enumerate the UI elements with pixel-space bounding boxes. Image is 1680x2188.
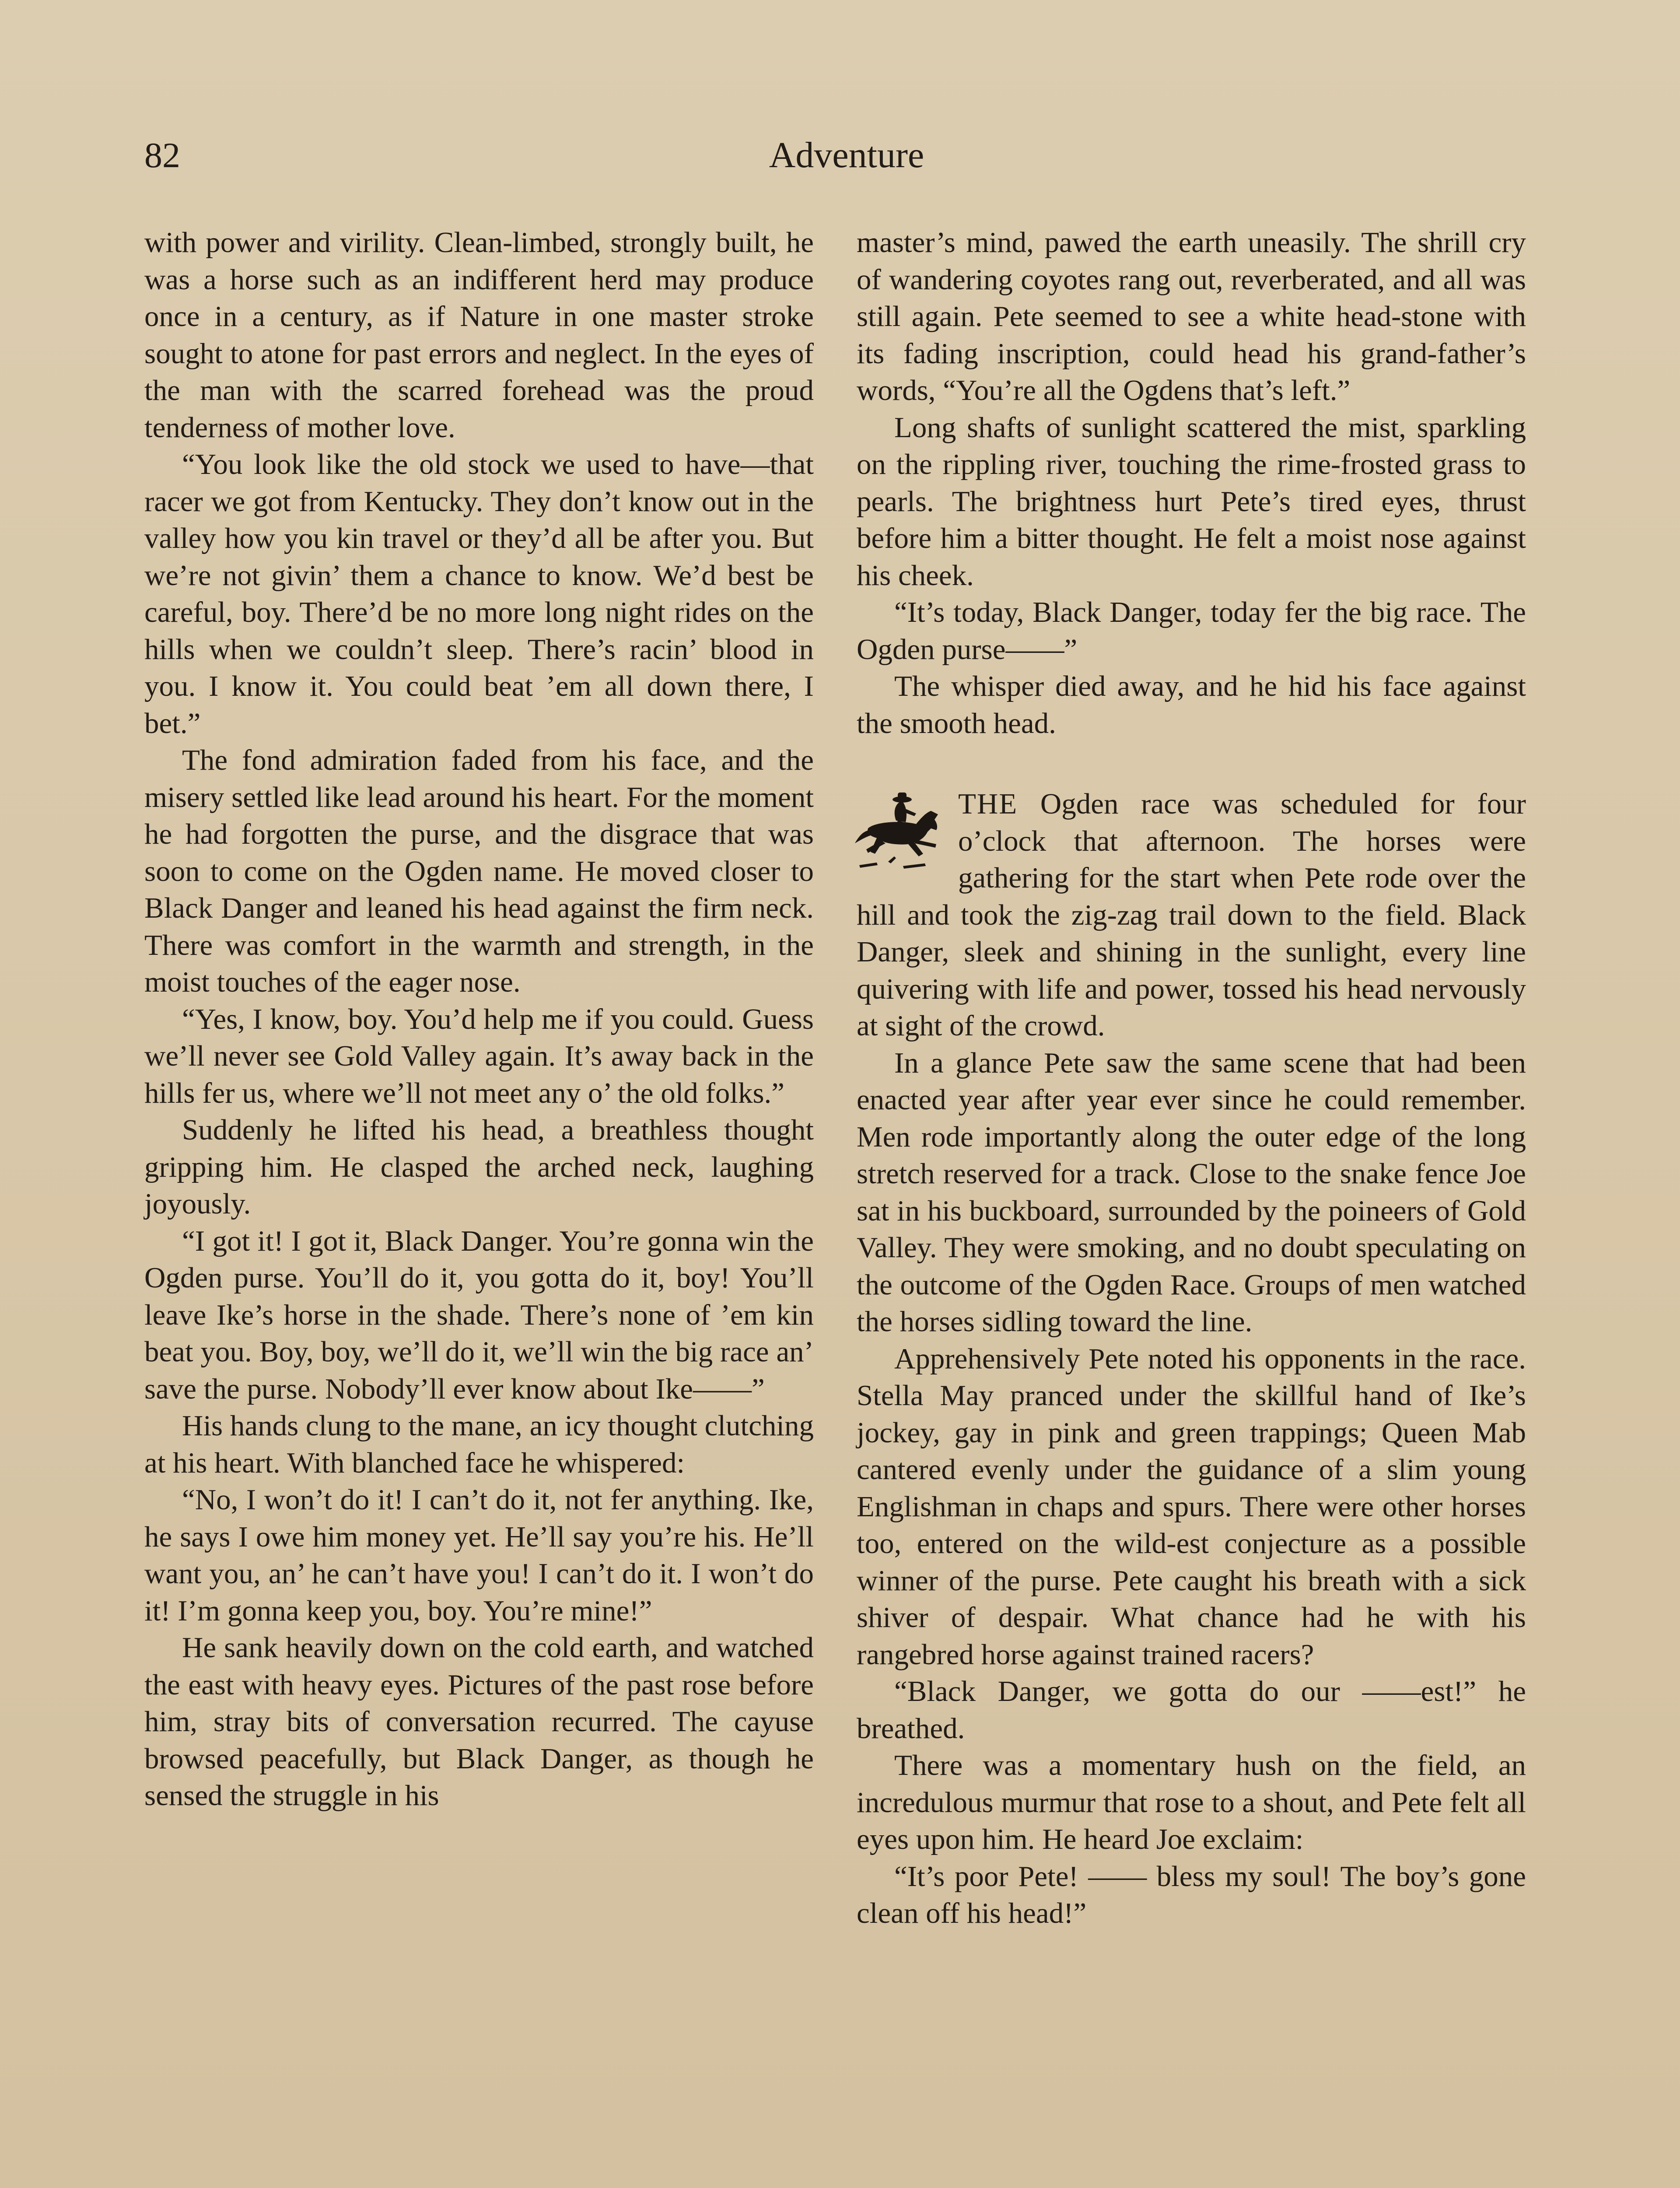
- paragraph: Apprehensively Pete noted his opponents in the race. Stella May pranced under the skillful hand of Ike’s jockey, gay in pink and green trappings; Queen Mab cantered evenly under the guidance of a slim young Englishman in chaps and spurs. There were other horses too, entered on the wild-est conjecture as a possible winner of the purse. Pete caught his breath with a sick shiver of despair. What chance had he with his rangebred horse against trained racers?: [857, 1342, 1526, 1671]
- paragraph: “Yes, I know, boy. You’d help me if you could. Guess we’ll never see Gold Valley again. It’s away back in the hills fer us, where we’ll not meet any o’ the old folks.”: [144, 1003, 814, 1109]
- section-opening-text: Ogden race was scheduled for four o’clock that afternoon. The horses were gathering for the start when Pete rode over the hill and took the zig-zag trail down to the field. Black Danger, sleek and shining in the sunlight, every line quivering with life and power, tossed his head nervously at sight of the crowd.: [857, 788, 1526, 1042]
- paragraph: “You look like the old stock we used to have—that racer we got from Kentucky. They don’t know out in the valley how you kin travel or they’d all be after you. But we’re not givin’ them a chance to know. We’d best be careful, boy. There’d be no more long night rides on the hills when we couldn’t sleep. There’s racin’ blood in you. I know it. You could beat ’em all down there, I bet.”: [144, 448, 814, 740]
- paragraph: master’s mind, pawed the earth uneasily. The shrill cry of wandering coyotes rang out, reverberated, and all was still again. Pete seemed to see a white head-stone with its fading inscription, could head his grand-father’s words, “You’re all the Ogdens that’s left.”: [857, 226, 1526, 407]
- paragraph: “No, I won’t do it! I can’t do it, not fer anything. Ike, he says I owe him money yet. He’ll say you’re his. He’ll want you, an’ he can’t have you! I can’t do it. I won’t do it! I’m gonna keep you, boy. You’re mine!”: [144, 1483, 814, 1627]
- paragraph: “It’s poor Pete! —— bless my soul! The boy’s gone clean off his head!”: [857, 1860, 1526, 1929]
- paragraph: His hands clung to the mane, an icy thought clutching at his heart. With blanched face he whispered:: [144, 1410, 814, 1479]
- paragraph: “It’s today, Black Danger, today fer the big race. The Ogden purse——”: [857, 596, 1526, 666]
- right-column: [857, 224, 1526, 1932]
- paragraph: with power and virility. Clean-limbed, strongly built, he was a horse such as an indifferent herd may produce once in a century, as if Nature in one master stroke sought to atone for past errors and neglect. In the eyes of the man with the scarred forehead was the proud tenderness of mother love.: [144, 226, 814, 444]
- paragraph: Suddenly he lifted his head, a breathless thought gripping him. He clasped the arched neck, laughing joyously.: [144, 1114, 814, 1220]
- paragraph: The whisper died away, and he hid his face against the smooth head.: [857, 670, 1526, 740]
- paragraph: There was a momentary hush on the field, an incredulous murmur that rose to a shout, and Pete felt all eyes upon him. He heard Joe exclaim:: [857, 1749, 1526, 1855]
- section-lead-word: THE: [958, 788, 1018, 820]
- page-number: 82: [144, 135, 180, 175]
- paragraph: He sank heavily down on the cold earth, and watched the east with heavy eyes. Pictures of the past rose before him, stray bits of conversation recurred. The cayuse browsed peacefully, but Black Danger, as though he sensed the struggle in his: [144, 1631, 814, 1812]
- paragraph: Long shafts of sunlight scattered the mist, sparkling on the rippling river, touching the rime-frosted grass to pearls. The brightness hurt Pete’s tired eyes, thrust before him a bitter thought. He felt a moist nose against his cheek.: [857, 411, 1526, 592]
- paragraph: “Black Danger, we gotta do our ——est!” he breathed.: [857, 1675, 1526, 1745]
- running-title: Adventure: [769, 135, 924, 175]
- horse-rider-icon: [850, 788, 951, 871]
- left-column: [144, 224, 814, 1814]
- paragraph: In a glance Pete saw the same scene that had been enacted year after year ever since he could remember. Men rode importantly along the outer edge of the long stretch reserved for a track. Close to the snake fence Joe sat in his buckboard, surrounded by the poineers of Gold Valley. They were smoking, and no doubt speculating on the outcome of the Ogden Race. Groups of men watched the horses sidling toward the line.: [857, 1046, 1526, 1338]
- paragraph: “I got it! I got it, Black Danger. You’re gonna win the Ogden purse. You’ll do it, you gotta do it, boy! You’ll leave Ike’s horse in the shade. There’s none of ’em kin beat you. Boy, boy, we’ll do it, we’ll win the big race an’ save the purse. Nobody’ll ever know about Ike——”: [144, 1224, 814, 1405]
- paragraph: The fond admiration faded from his face, and the misery settled like lead around his heart. For the moment he had forgotten the purse, and the disgrace that was soon to come on the Ogden name. He moved closer to Black Danger and leaned his head against the firm neck. There was comfort in the warmth and strength, in the moist touches of the eager nose.: [144, 744, 814, 998]
- section-opening-paragraph: [857, 785, 1526, 1045]
- page-header: [144, 131, 1549, 179]
